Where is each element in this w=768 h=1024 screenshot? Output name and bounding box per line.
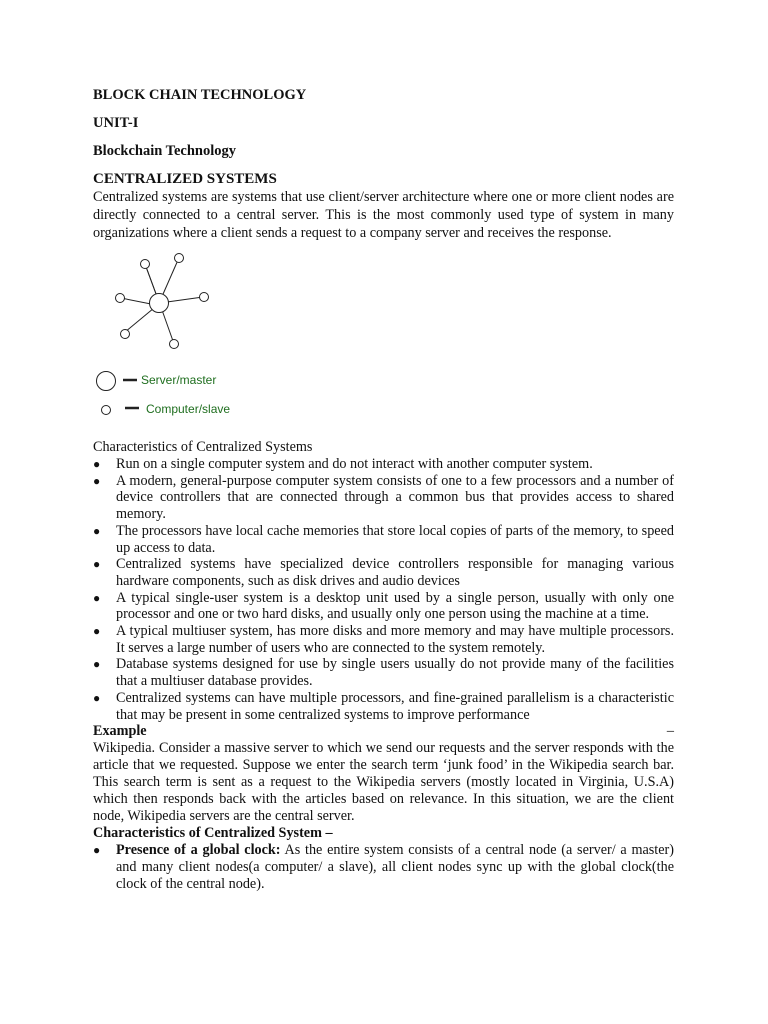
legend-server-label: Server/master <box>141 373 217 387</box>
list-item: ● Centralized systems can have multiple processors, and fine-grained parallelism is a characteristic that may be present in some centralized systems to improve performance <box>93 689 674 723</box>
bullet-icon: ● <box>93 523 101 538</box>
subject-heading: Blockchain Technology <box>93 143 237 159</box>
client-node <box>116 294 125 303</box>
client-node <box>175 254 184 263</box>
spoke-line <box>162 310 173 341</box>
document-page <box>93 86 674 893</box>
characteristics2-list <box>93 842 674 893</box>
bullet-icon: ● <box>93 690 101 705</box>
list-item: ● A modern, general-purpose computer system consists of one to a few processors and a number of device controllers that are connected through a common bus that provides access to shared memory. <box>93 472 674 523</box>
term-description: As the entire system consists of a central node (a server/ a master) and many client nodes(a computer/ a slave), all client nodes sync up with the global clock(the clock of the central node). <box>116 842 674 893</box>
term-label: Presence of a global clock: <box>116 842 281 859</box>
list-item: ● A typical single-user system is a desktop unit used by a single person, usually with only one processor and one or two hard disks, and usually only one person using the machine at a time. <box>93 589 674 623</box>
characteristics-list <box>93 456 674 723</box>
bullet-icon: ● <box>93 457 101 471</box>
list-item: ● The processors have local cache memories that store local copies of parts of the memory, to speed up access to data. <box>93 522 674 556</box>
legend-server-symbol <box>97 372 116 391</box>
list-item: ● Centralized systems have specialized device controllers responsible for managing various hardware components, such as disk drives and audio devices <box>93 556 674 589</box>
bullet-icon: ● <box>93 473 101 488</box>
client-node <box>170 340 179 349</box>
spoke-line <box>167 297 203 302</box>
example-label: Example <box>93 723 147 740</box>
section-heading: CENTRALIZED SYSTEMS <box>93 171 277 187</box>
centralized-network-diagram <box>93 248 674 434</box>
example-paragraph: Wikipedia. Consider a massive server to which we send our requests and the server responds with the article that we requested. Suppose we enter the search term ‘junk food’ in the Wikipedia search bar. This search term is sent as a request to the Wikipedia servers (mostly located in Virginia, U.S.A) which then responds back with the articles based on relevance. In this situation, we are the client node, Wikipedia servers are the central server. <box>93 740 674 825</box>
spoke-line <box>121 298 151 304</box>
example-dash: – <box>666 723 674 740</box>
bullet-icon: ● <box>93 624 101 639</box>
unit-heading: UNIT-I <box>93 115 139 131</box>
list-item <box>93 842 674 893</box>
bullet-icon: ● <box>93 590 101 605</box>
document-title: BLOCK CHAIN TECHNOLOGY <box>93 87 307 103</box>
client-node <box>121 330 130 339</box>
list-item: ● Run on a single computer system and do not interact with another computer system. <box>93 456 593 472</box>
list-item: ● A typical multiuser system, has more disks and more memory and may have multiple processors. It serves a large number of users who are connected to the system remotely. <box>93 623 674 656</box>
characteristics-heading: Characteristics of Centralized Systems <box>93 439 313 455</box>
list-item: ● Database systems designed for use by single users usually do not provide many of the facilities that a multiuser database provides. <box>93 656 674 690</box>
example-heading-row <box>93 723 674 740</box>
spoke-line <box>125 308 154 332</box>
legend-client-symbol <box>102 406 111 415</box>
bullet-icon: ● <box>93 843 101 858</box>
client-node <box>141 260 150 269</box>
client-node <box>200 293 209 302</box>
bullet-icon: ● <box>93 657 101 672</box>
characteristics2-heading: Characteristics of Centralized System – <box>93 825 333 842</box>
intro-paragraph: Centralized systems are systems that use client/server architecture where one or more client nodes are directly connected to a central server. This is the most commonly used type of system in many organizations where a client sends a request to a company server and receives the response. <box>93 189 674 241</box>
bullet-icon: ● <box>93 557 101 572</box>
server-node <box>150 294 169 313</box>
legend-client-label: Computer/slave <box>146 402 231 416</box>
